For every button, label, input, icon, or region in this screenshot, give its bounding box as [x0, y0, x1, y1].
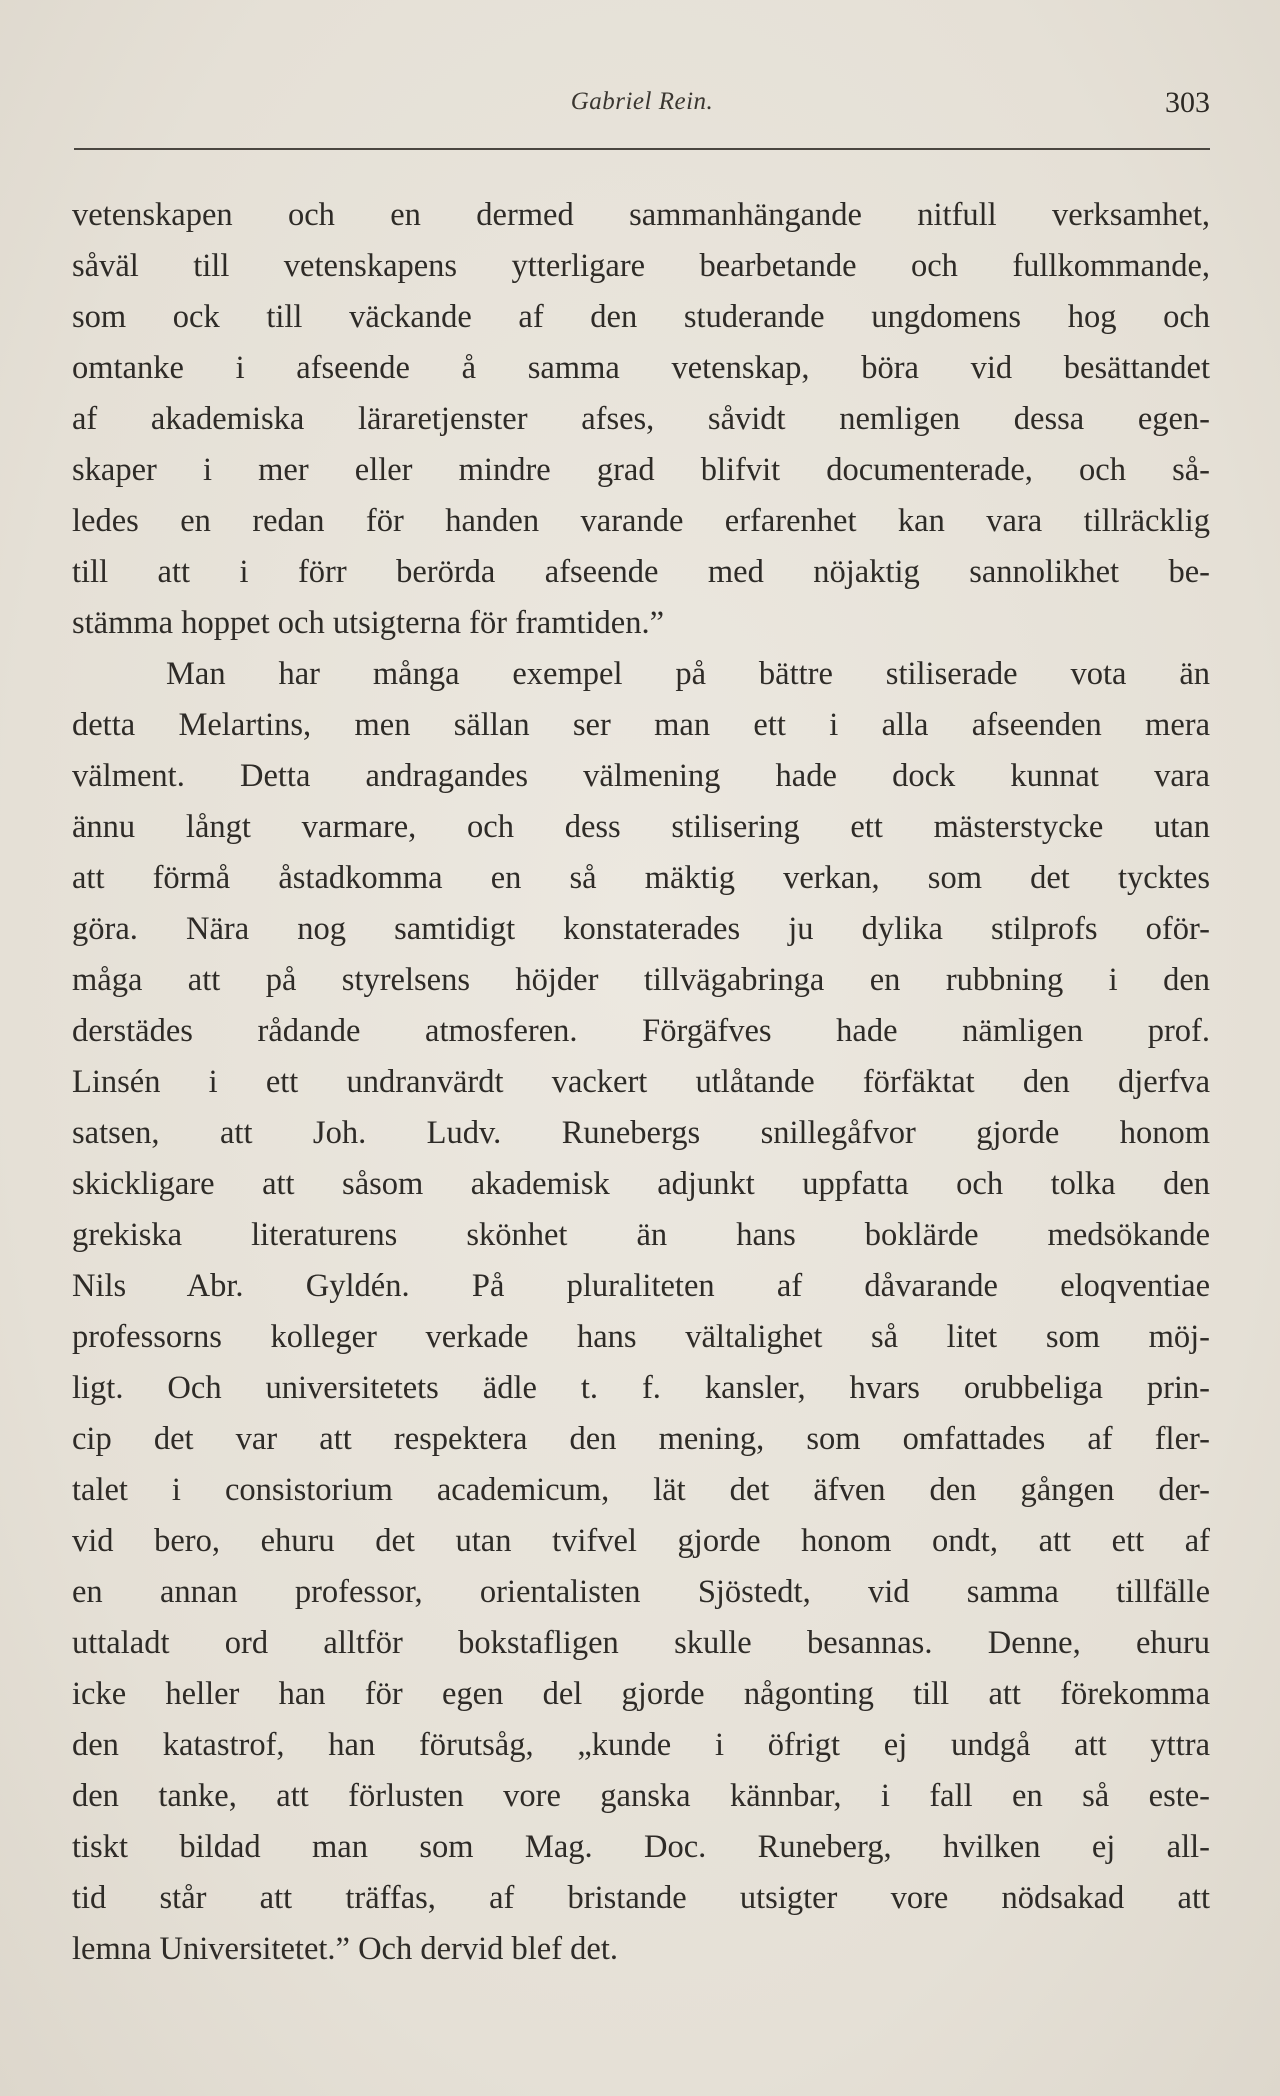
text-line: vetenskapen och en dermed sammanhängande nitfull verksamhet,: [72, 197, 1210, 233]
text-line: såväl till vetenskapens ytterligare bearbetande och fullkommande,: [72, 248, 1210, 284]
text-line: satsen, att Joh. Ludv. Runebergs snillegåfvor gjorde honom: [72, 1115, 1210, 1151]
text-line: uttaladt ord alltför bokstafligen skulle besannas. Denne, ehuru: [72, 1625, 1210, 1661]
text-line: icke heller han för egen del gjorde någonting till att förekomma: [72, 1676, 1210, 1712]
page-number: 303: [1165, 86, 1210, 119]
text-line: omtanke i afseende å samma vetenskap, böra vid besättandet: [72, 350, 1210, 386]
text-line: lemna Universitetet.” Och dervid blef det.: [72, 1931, 618, 1967]
text-line: tid står att träffas, af bristande utsigter vore nödsakad att: [72, 1880, 1210, 1916]
text-line: en annan professor, orientalisten Sjöstedt, vid samma tillfälle: [72, 1574, 1210, 1610]
text-line: tiskt bildad man som Mag. Doc. Runeberg, hvilken ej all-: [72, 1829, 1210, 1865]
text-line: den tanke, att förlusten vore ganska kännbar, i fall en så este-: [72, 1778, 1210, 1814]
text-line: talet i consistorium academicum, lät det äfven den gången der-: [72, 1472, 1210, 1508]
text-line: måga att på styrelsens höjder tillvägabringa en rubbning i den: [72, 962, 1210, 998]
text-line: skickligare att såsom akademisk adjunkt uppfatta och tolka den: [72, 1166, 1210, 1202]
text-line: ännu långt varmare, och dess stilisering ett mästerstycke utan: [72, 809, 1210, 845]
text-line: den katastrof, han förutsåg, „kunde i öfrigt ej undgå att yttra: [72, 1727, 1210, 1763]
text-line: ledes en redan för handen varande erfarenhet kan vara tillräcklig: [72, 503, 1210, 539]
text-line: professorns kolleger verkade hans vältalighet så litet som möj-: [72, 1319, 1210, 1355]
text-line: derstädes rådande atmosferen. Förgäfves hade nämligen prof.: [72, 1013, 1210, 1049]
text-line: vid bero, ehuru det utan tvifvel gjorde honom ondt, att ett af: [72, 1523, 1210, 1559]
text-line: Man har många exempel på bättre stiliserade vota än: [166, 656, 1210, 692]
text-line: stämma hoppet och utsigterna för framtiden.”: [72, 605, 665, 641]
header-rule: [74, 148, 1210, 150]
text-line: detta Melartins, men sällan ser man ett i alla afseenden mera: [72, 707, 1210, 743]
text-line: Linsén i ett undranvärdt vackert utlåtande förfäktat den djerfva: [72, 1064, 1210, 1100]
text-line: Nils Abr. Gyldén. På pluraliteten af dåvarande eloqventiae: [72, 1268, 1210, 1304]
text-line: som ock till väckande af den studerande ungdomens hog och: [72, 299, 1210, 335]
text-line: af akademiska läraretjenster afses, såvidt nemligen dessa egen-: [72, 401, 1210, 437]
text-line: cip det var att respektera den mening, som omfattades af fler-: [72, 1421, 1210, 1457]
page-header: [74, 88, 1210, 128]
text-line: att förmå åstadkomma en så mäktig verkan, som det tycktes: [72, 860, 1210, 896]
text-line: grekiska literaturens skönhet än hans boklärde medsökande: [72, 1217, 1210, 1253]
text-line: göra. Nära nog samtidigt konstaterades ju dylika stilprofs oför-: [72, 911, 1210, 947]
text-line: ligt. Och universitetets ädle t. f. kansler, hvars orubbeliga prin-: [72, 1370, 1210, 1406]
text-line: till att i förr berörda afseende med nöjaktig sannolikhet be-: [72, 554, 1210, 590]
text-line: skaper i mer eller mindre grad blifvit documenterade, och så-: [72, 452, 1210, 488]
running-head: Gabriel Rein.: [570, 88, 714, 115]
text-line: välment. Detta andragandes välmening hade dock kunnat vara: [72, 758, 1210, 794]
body-text: [72, 190, 1210, 1975]
